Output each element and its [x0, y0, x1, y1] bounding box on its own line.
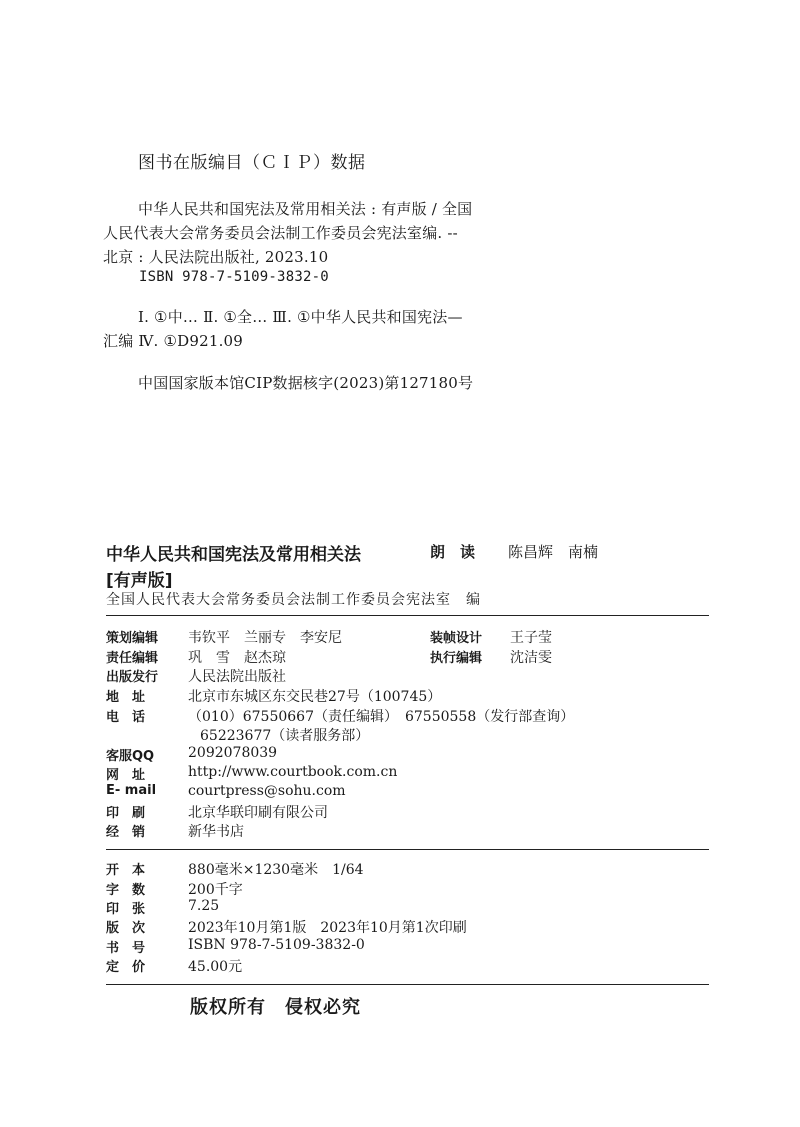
copyright-notice: 版权所有 侵权必究: [190, 997, 361, 1018]
credit-label: 责任编辑: [106, 651, 159, 666]
spec-value: 200千字: [188, 882, 243, 898]
cip-line-6: 汇编 Ⅳ. ①D921.09: [103, 332, 244, 350]
credit-label: 策划编辑: [106, 631, 159, 646]
credit-row: [106, 666, 286, 686]
credit-label-secondary: 装帧设计: [430, 631, 483, 646]
credit-value: 65223677（读者服务部）: [200, 728, 370, 744]
spec-row: [106, 879, 243, 899]
credit-row: [106, 686, 442, 706]
cip-record-number: 中国国家版本馆CIP数据核字(2023)第127180号: [138, 374, 474, 392]
credit-row: [106, 706, 575, 726]
spec-label: 定 价: [106, 960, 146, 975]
credit-row: [106, 627, 552, 647]
spec-label: 字 数: [106, 883, 146, 898]
credit-row: [106, 764, 398, 784]
cip-isbn: ISBN 978-7-5109-3832-0: [139, 269, 329, 285]
credit-value: 人民法院出版社: [188, 669, 286, 685]
spec-value: 45.00元: [188, 959, 243, 975]
spec-row: [106, 859, 364, 879]
spec-row: [106, 898, 220, 918]
credit-value: courtpress@sohu.com: [188, 783, 346, 799]
credit-row: [106, 647, 552, 667]
credit-value: http://www.courtbook.com.cn: [188, 764, 398, 780]
reader-names: 陈昌辉 南楠: [508, 543, 599, 561]
credit-label: 网 址: [106, 768, 146, 783]
credit-row: [106, 821, 244, 841]
credit-value: 巩 雪 赵杰琼: [188, 650, 286, 666]
credit-row: [106, 783, 346, 803]
credit-label: 印 刷: [106, 806, 146, 821]
spec-value: 7.25: [188, 898, 220, 914]
credit-label: 地 址: [106, 690, 146, 705]
credit-row: [106, 725, 370, 745]
cip-title: 图书在版编目（ＣＩＰ）数据: [138, 153, 366, 173]
credit-value: 韦钦平 兰丽专 李安尼: [188, 630, 342, 646]
cip-line-3: 北京 : 人民法院出版社, 2023.10: [103, 248, 329, 266]
spec-value: 2023年10月第1版 2023年10月第1次印刷: [188, 920, 467, 936]
spec-label: 开 本: [106, 863, 146, 878]
credit-value-secondary: 沈洁雯: [510, 650, 552, 666]
credit-label: 电 话: [106, 710, 146, 725]
reader-label: 朗 读: [430, 543, 476, 561]
spec-value: 880毫米×1230毫米 1/64: [188, 862, 364, 878]
credit-value: 新华书店: [188, 824, 244, 840]
credit-value: （010）67550667（责任编辑） 67550558（发行部查询）: [188, 709, 575, 725]
credit-value: 北京市东城区东交民巷27号（100745）: [188, 689, 442, 705]
book-title: 中华人民共和国宪法及常用相关法: [106, 545, 361, 565]
divider-middle: [106, 849, 709, 850]
spec-label: 印 张: [106, 902, 146, 917]
credit-value-secondary: 王子莹: [510, 630, 552, 646]
spec-label: 版 次: [106, 921, 146, 936]
spec-row: [106, 937, 365, 957]
cip-line-5: Ⅰ. ①中… Ⅱ. ①全… Ⅲ. ①中华人民共和国宪法—: [138, 308, 463, 326]
credit-label: 经 销: [106, 825, 146, 840]
spec-value: ISBN 978-7-5109-3832-0: [188, 937, 365, 953]
credit-label: 出版发行: [106, 670, 159, 685]
divider-bottom: [106, 984, 709, 985]
credit-label: 客服QQ: [106, 749, 155, 764]
compiler: 全国人民代表大会常务委员会法制工作委员会宪法室 编: [106, 592, 481, 608]
credit-row: [106, 802, 328, 822]
credit-label: [106, 725, 182, 745]
credit-value: 2092078039: [188, 745, 278, 761]
credit-row: [106, 745, 278, 765]
spec-row: [106, 956, 243, 976]
spec-label: 书 号: [106, 941, 146, 956]
cip-line-1: 中华人民共和国宪法及常用相关法 : 有声版 / 全国: [138, 200, 473, 218]
credit-label: E- mail: [106, 783, 157, 798]
edition-label: [有声版]: [106, 571, 173, 591]
divider-top: [106, 615, 709, 616]
credit-label-secondary: 执行编辑: [430, 651, 483, 666]
cip-line-2: 人民代表大会常务委员会法制工作委员会宪法室编. --: [103, 224, 458, 242]
spec-row: [106, 917, 467, 937]
credit-value: 北京华联印刷有限公司: [188, 805, 328, 821]
